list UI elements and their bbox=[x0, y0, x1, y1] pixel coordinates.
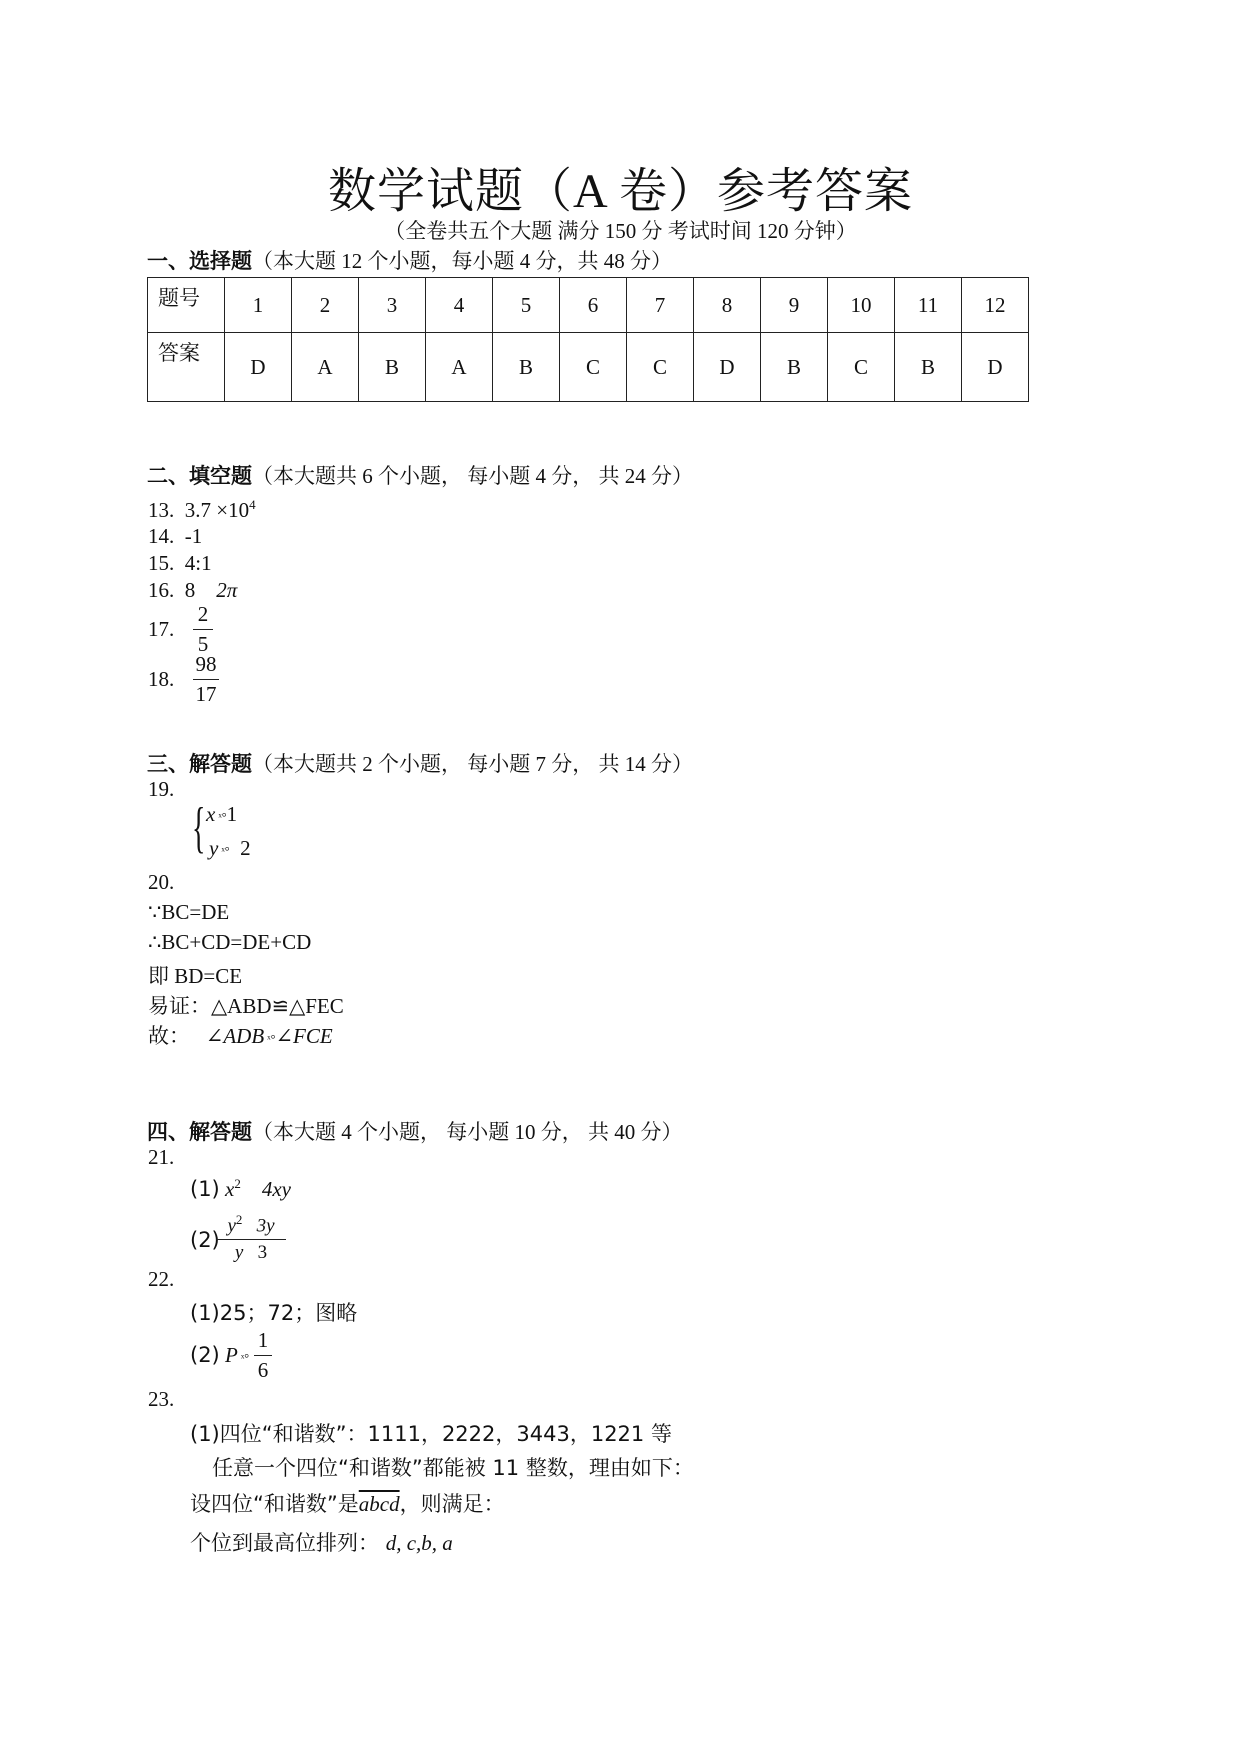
table-row-label: 题号 bbox=[148, 278, 225, 333]
section1-title: 一、选择题 bbox=[147, 249, 252, 273]
table-cell: 11 bbox=[895, 278, 962, 333]
answer-17-fraction: 2 5 bbox=[193, 602, 213, 657]
table-cell: C bbox=[560, 333, 627, 402]
answer-21-part2-label: (2) bbox=[190, 1228, 220, 1252]
answer-17-label: 17. bbox=[148, 617, 175, 641]
answer-20-label: 20. bbox=[148, 870, 175, 894]
table-cell: 1 bbox=[225, 278, 292, 333]
answer-20-line: 即 BD=CE bbox=[148, 964, 243, 988]
page-subtitle: （全卷共五个大题 满分 150 分 考试时间 120 分钟） bbox=[384, 219, 857, 243]
section2-note: （本大题共 6 个小题， 每小题 4 分， 共 24 分） bbox=[252, 464, 693, 488]
fraction-bar bbox=[254, 1355, 272, 1356]
answer-21-label: 21. bbox=[148, 1145, 175, 1169]
table-cell: 12 bbox=[962, 278, 1029, 333]
section1-note: （本大题 12 个小题，每小题 4 分，共 48 分） bbox=[252, 249, 672, 273]
section3-title: 三、解答题 bbox=[147, 752, 252, 776]
section2-heading bbox=[147, 460, 693, 490]
section4-title: 四、解答题 bbox=[147, 1120, 252, 1144]
brace-symbol: { bbox=[192, 797, 206, 859]
answer-18-label: 18. bbox=[148, 667, 175, 691]
answer-21-part1: (1) $x^2$ 4xy bbox=[190, 1176, 291, 1201]
fraction-bar bbox=[216, 1239, 286, 1240]
section1-heading bbox=[147, 245, 672, 275]
answer-19-label: 19. bbox=[148, 777, 175, 801]
table-cell: 5 bbox=[493, 278, 560, 333]
table-cell: 2 bbox=[292, 278, 359, 333]
answer-table-answers-row bbox=[148, 333, 1029, 402]
table-row-label: 答案 bbox=[148, 333, 225, 402]
answer-20-line: 易证：△ABD≌△FEC bbox=[148, 994, 344, 1018]
page-title: 数学试题（A 卷）参考答案 bbox=[327, 165, 914, 218]
answer-16: 16. 8 2π bbox=[148, 578, 238, 602]
table-cell: B bbox=[895, 333, 962, 402]
table-cell: C bbox=[627, 333, 694, 402]
answer-21-part2-fraction: $y^2$ 3y y 3 bbox=[216, 1212, 286, 1264]
table-cell: 10 bbox=[828, 278, 895, 333]
answer-19-line1: x ˣ°1 bbox=[206, 802, 238, 826]
fraction-bar bbox=[193, 679, 219, 680]
section3-note: （本大题共 2 个小题， 每小题 7 分， 共 14 分） bbox=[252, 752, 693, 776]
table-cell: C bbox=[828, 333, 895, 402]
answer-20-line: ∵BC=DE bbox=[148, 900, 230, 924]
table-cell: 8 bbox=[694, 278, 761, 333]
answer-23-line1: (1)四位“和谐数”：1111，2222，3443，1221 等 bbox=[190, 1422, 672, 1446]
table-cell: A bbox=[292, 333, 359, 402]
answer-22-part1: (1)25；72；图略 bbox=[190, 1301, 358, 1325]
answer-15: 15. 4:1 bbox=[148, 551, 212, 575]
section4-note: （本大题 4 个小题， 每小题 10 分， 共 40 分） bbox=[252, 1120, 683, 1144]
table-cell: 9 bbox=[761, 278, 828, 333]
table-cell: 4 bbox=[426, 278, 493, 333]
answer-23-line4: 个位到最高位排列： d, c,b, a bbox=[190, 1531, 453, 1555]
answer-23-line2: 任意一个四位“和谐数”都能被 11 整数，理由如下： bbox=[212, 1456, 694, 1480]
section3-heading bbox=[147, 748, 693, 778]
answer-20-line: ∴BC+CD=DE+CD bbox=[148, 930, 312, 954]
answer-22-fraction: 1 6 bbox=[254, 1328, 272, 1383]
table-cell: D bbox=[694, 333, 761, 402]
table-cell: B bbox=[359, 333, 426, 402]
answer-14: 14. -1 bbox=[148, 524, 203, 548]
table-cell: B bbox=[761, 333, 828, 402]
answer-23-label: 23. bbox=[148, 1387, 175, 1411]
table-cell: B bbox=[493, 333, 560, 402]
answer-13: 13. $3.7 \times 10^4$ bbox=[148, 497, 256, 522]
answer-20-conclusion: 故： ∠ADB ˣ°∠FCE bbox=[148, 1024, 333, 1048]
answer-table-numbers-row bbox=[148, 278, 1029, 333]
section2-title: 二、填空题 bbox=[147, 464, 252, 488]
answer-23-line3: 设四位“和谐数”是abcd，则满足： bbox=[190, 1492, 505, 1516]
table-cell: D bbox=[962, 333, 1029, 402]
table-cell: D bbox=[225, 333, 292, 402]
section4-heading bbox=[147, 1116, 683, 1146]
table-cell: 7 bbox=[627, 278, 694, 333]
answer-22-part2-label: (2) P ˣ° bbox=[190, 1343, 250, 1367]
fraction-bar bbox=[193, 629, 213, 630]
table-cell: A bbox=[426, 333, 493, 402]
answer-table bbox=[147, 277, 1029, 402]
table-cell: 3 bbox=[359, 278, 426, 333]
answer-22-label: 22. bbox=[148, 1267, 175, 1291]
answer-19-line2: y ˣ° 2 bbox=[209, 836, 251, 860]
table-cell: 6 bbox=[560, 278, 627, 333]
answer-18-fraction: 98 17 bbox=[193, 652, 219, 707]
